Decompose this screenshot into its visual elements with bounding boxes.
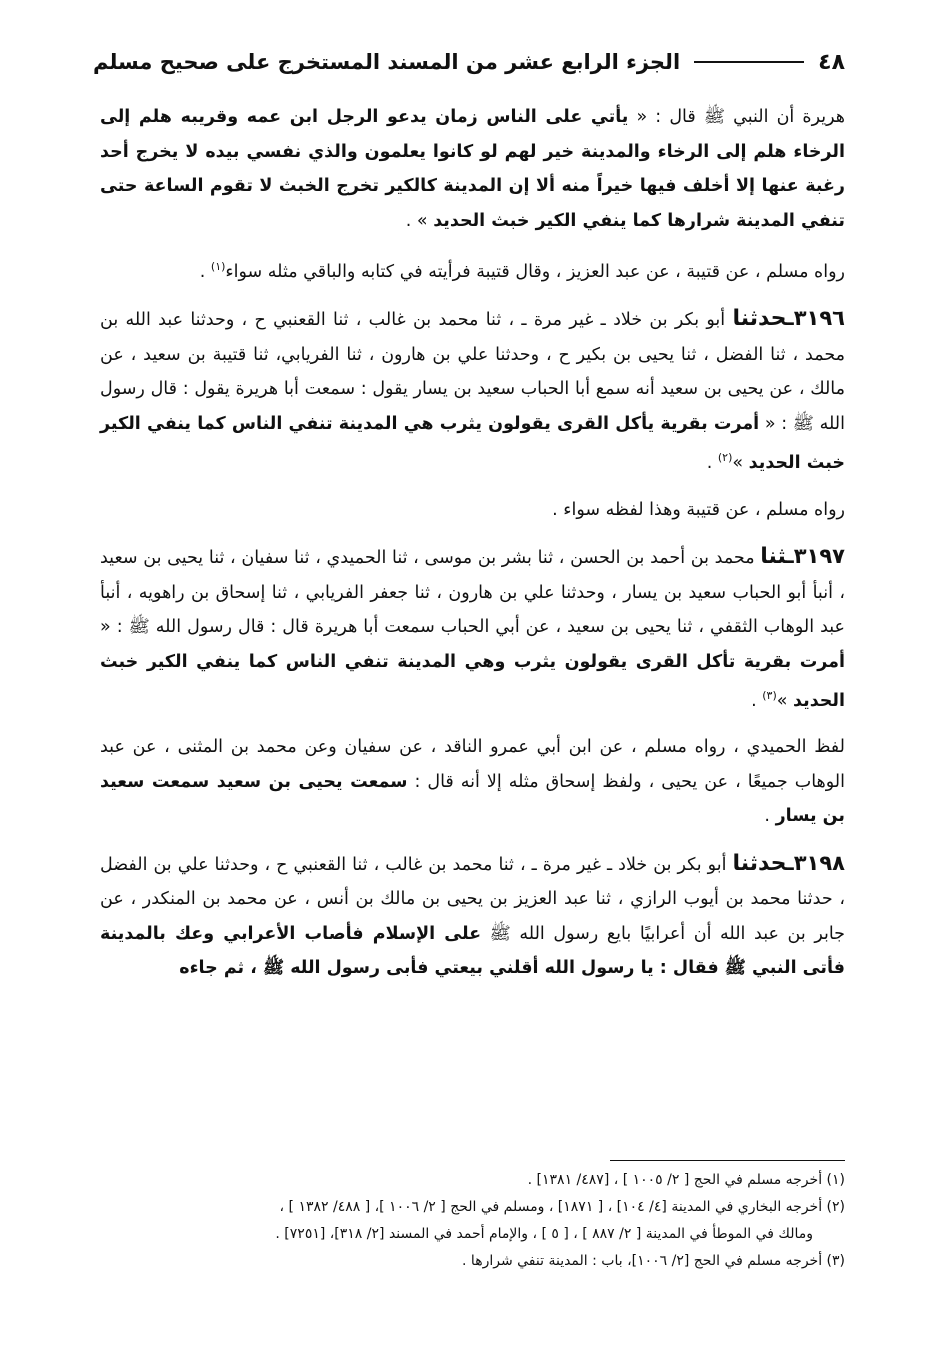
hadith-text: على الإسلام فأصاب الأعرابي وعك بالمدينة فأتى النبي ﷺ فقال : يا رسول الله أقلني بيعتي فأبى رسول الله ﷺ ، ثم جاءه <box>100 923 845 979</box>
main-text <box>100 100 845 998</box>
entry-3197 <box>100 539 845 718</box>
isnad-chain: محمد بن أحمد بن الحسن ، ثنا بشر بن موسى ، ثنا الحميدي ، ثنا سفيان ، ثنا يحيى بن سعيد ، أنبأ أبو الحباب سعيد بن يسار ، وحدثنا علي بن هارون ، ثنا جعفر الفريابي ، ثنا إسحاق بن راهويه ، أنبأ عبد الوهاب الثقفي ، ثنا يحيى بن سعيد ، عن أبي الحباب سمعت أبا هريرة قال : قال رسول الله ﷺ : « <box>100 548 845 638</box>
note-bold: سمعت يحيى بن سعيد سمعت سعيد بن يسار <box>100 771 845 827</box>
page-number: ٤٨ <box>818 49 845 75</box>
note-end: . <box>764 806 776 827</box>
entry-end: . <box>751 690 763 711</box>
note-text: رواه مسلم ، عن قتيبة وهذا لفظه سواء . <box>552 499 845 520</box>
footnote-ref: (٢) <box>717 451 733 465</box>
close-quote: » <box>776 690 794 711</box>
footnotes <box>100 1160 845 1275</box>
narration-note-2 <box>100 493 845 528</box>
entry-3198 <box>100 846 845 986</box>
footnote-3: (٣) أخرجه مسلم في الحج [٢/ ١٠٠٦]، باب : المدينة تنفي شرارها . <box>462 1253 845 1269</box>
hadith-text: أمرت بقرية يأكل القرى يقولون يثرب هي المدينة تنفي الناس كما ينفي الكير خبث الحديد <box>100 413 845 474</box>
entry-marker: ثنا <box>760 544 787 570</box>
footnote-2: (٢) أخرجه البخاري في المدينة [٤/ ١٠٤] ، [ ١٨٧١] ، ومسلم في الحج [ ٢/ ١٠٠٦ ]، [ ٤٨٨/ ١٣٨٢ ] ، <box>279 1199 845 1215</box>
narration-note-3 <box>100 730 845 834</box>
footnote-rule <box>610 1160 845 1161</box>
entry-number: ٣١٩٦ـ <box>786 306 845 331</box>
footnote-2-continued: ومالك في الموطأ في المدينة [ ٢/ ٨٨٧ ] ، [ ٥ ] ، والإمام أحمد في المسند [٢/ ٣١٨]، [٧٢٥١] . <box>275 1226 813 1242</box>
entry-marker: حدثنا <box>732 306 787 332</box>
footnote-ref: (١) <box>210 260 226 273</box>
close-quote: » . <box>405 210 434 231</box>
hadith-paragraph-1 <box>100 100 845 238</box>
hadith-text: أمرت بقرية تأكل القرى يقولون يثرب وهي المدينة تنفي الناس كما ينفي الكير خبث الحديد <box>100 651 845 711</box>
entry-3196 <box>100 301 845 480</box>
note-text: لفظ الحميدي ، رواه مسلم ، عن ابن أبي عمرو الناقد ، عن سفيان وعن محمد بن المثنى ، عن عبد الوهاب جميعًا ، عن يحيى ، ولفظ إسحاق مثله إلا أنه قال : <box>100 737 846 792</box>
entry-marker: حدثنا <box>732 850 787 876</box>
footnote-ref: (٣) <box>762 689 777 703</box>
isnad-chain: أبو بكر بن خلاد ـ غير مرة ـ ، ثنا محمد بن غالب ، ثنا القعنبي ح ، وحدثنا عبد الله بن محمد ، ثنا الفضل ، ثنا يحيى بن بكير ح ، وحدثنا علي بن هارون ، ثنا الفريابي، ثنا قتيبة بن سعيد ، عن مالك ، عن يحيى بن سعيد أنه سمع أبا الحباب سعيد بن يسار يقول : سمعت أبا هريرة يقول : قال رسول الله ﷺ : « <box>100 310 845 434</box>
header-rule <box>694 61 804 63</box>
running-title: الجزء الرابع عشر من المسند المستخرج على صحيح مسلم <box>93 50 681 74</box>
note-text: رواه مسلم ، عن قتيبة ، عن عبد العزيز ، وقال قتيبة فرأيته في كتابه والباقي مثله سواء <box>225 261 845 282</box>
narration-note-1 <box>100 250 845 289</box>
entry-end: . <box>706 453 718 474</box>
close-quote: » <box>732 453 749 474</box>
intro-text: هريرة أن النبي ﷺ قال : « <box>628 107 845 127</box>
hadith-text: يأتي على الناس زمان يدعو الرجل ابن عمه وقريبه هلم إلى الرخاء هلم إلى الرخاء والمدينة خير لهم لو كانوا يعلمون والذي نفسي بيده لا يخرج أحد رغبة عنها إلا أخلف فيها خيراً منه ألا إن المدينة كالكير تخرج الخبث لا تقوم الساعة حتى تنفي المدينة شرارها كما ينفي الكير خبث الحديد <box>100 107 845 231</box>
entry-number: ٣١٩٧ـ <box>786 544 845 569</box>
page-header <box>93 42 845 82</box>
note-end: . <box>199 261 211 282</box>
footnote-1: (١) أخرجه مسلم في الحج [ ٢/ ١٠٠٥ ] ، [٤٨٧/ ١٣٨١] . <box>527 1172 845 1188</box>
isnad-chain: أبو بكر بن خلاد ـ غير مرة ـ ، ثنا محمد بن غالب ، ثنا القعنبي ح ، وحدثنا علي بن الفضل ، حدثنا محمد بن أيوب الرازي ، ثنا عبد العزيز بن يحيى بن مالك بن أنس ، عن محمد بن المنكدر ، عن جابر بن عبد الله أن أعرابيًا بايع رسول الله ﷺ <box>100 854 845 944</box>
entry-number: ٣١٩٨ـ <box>786 850 845 875</box>
